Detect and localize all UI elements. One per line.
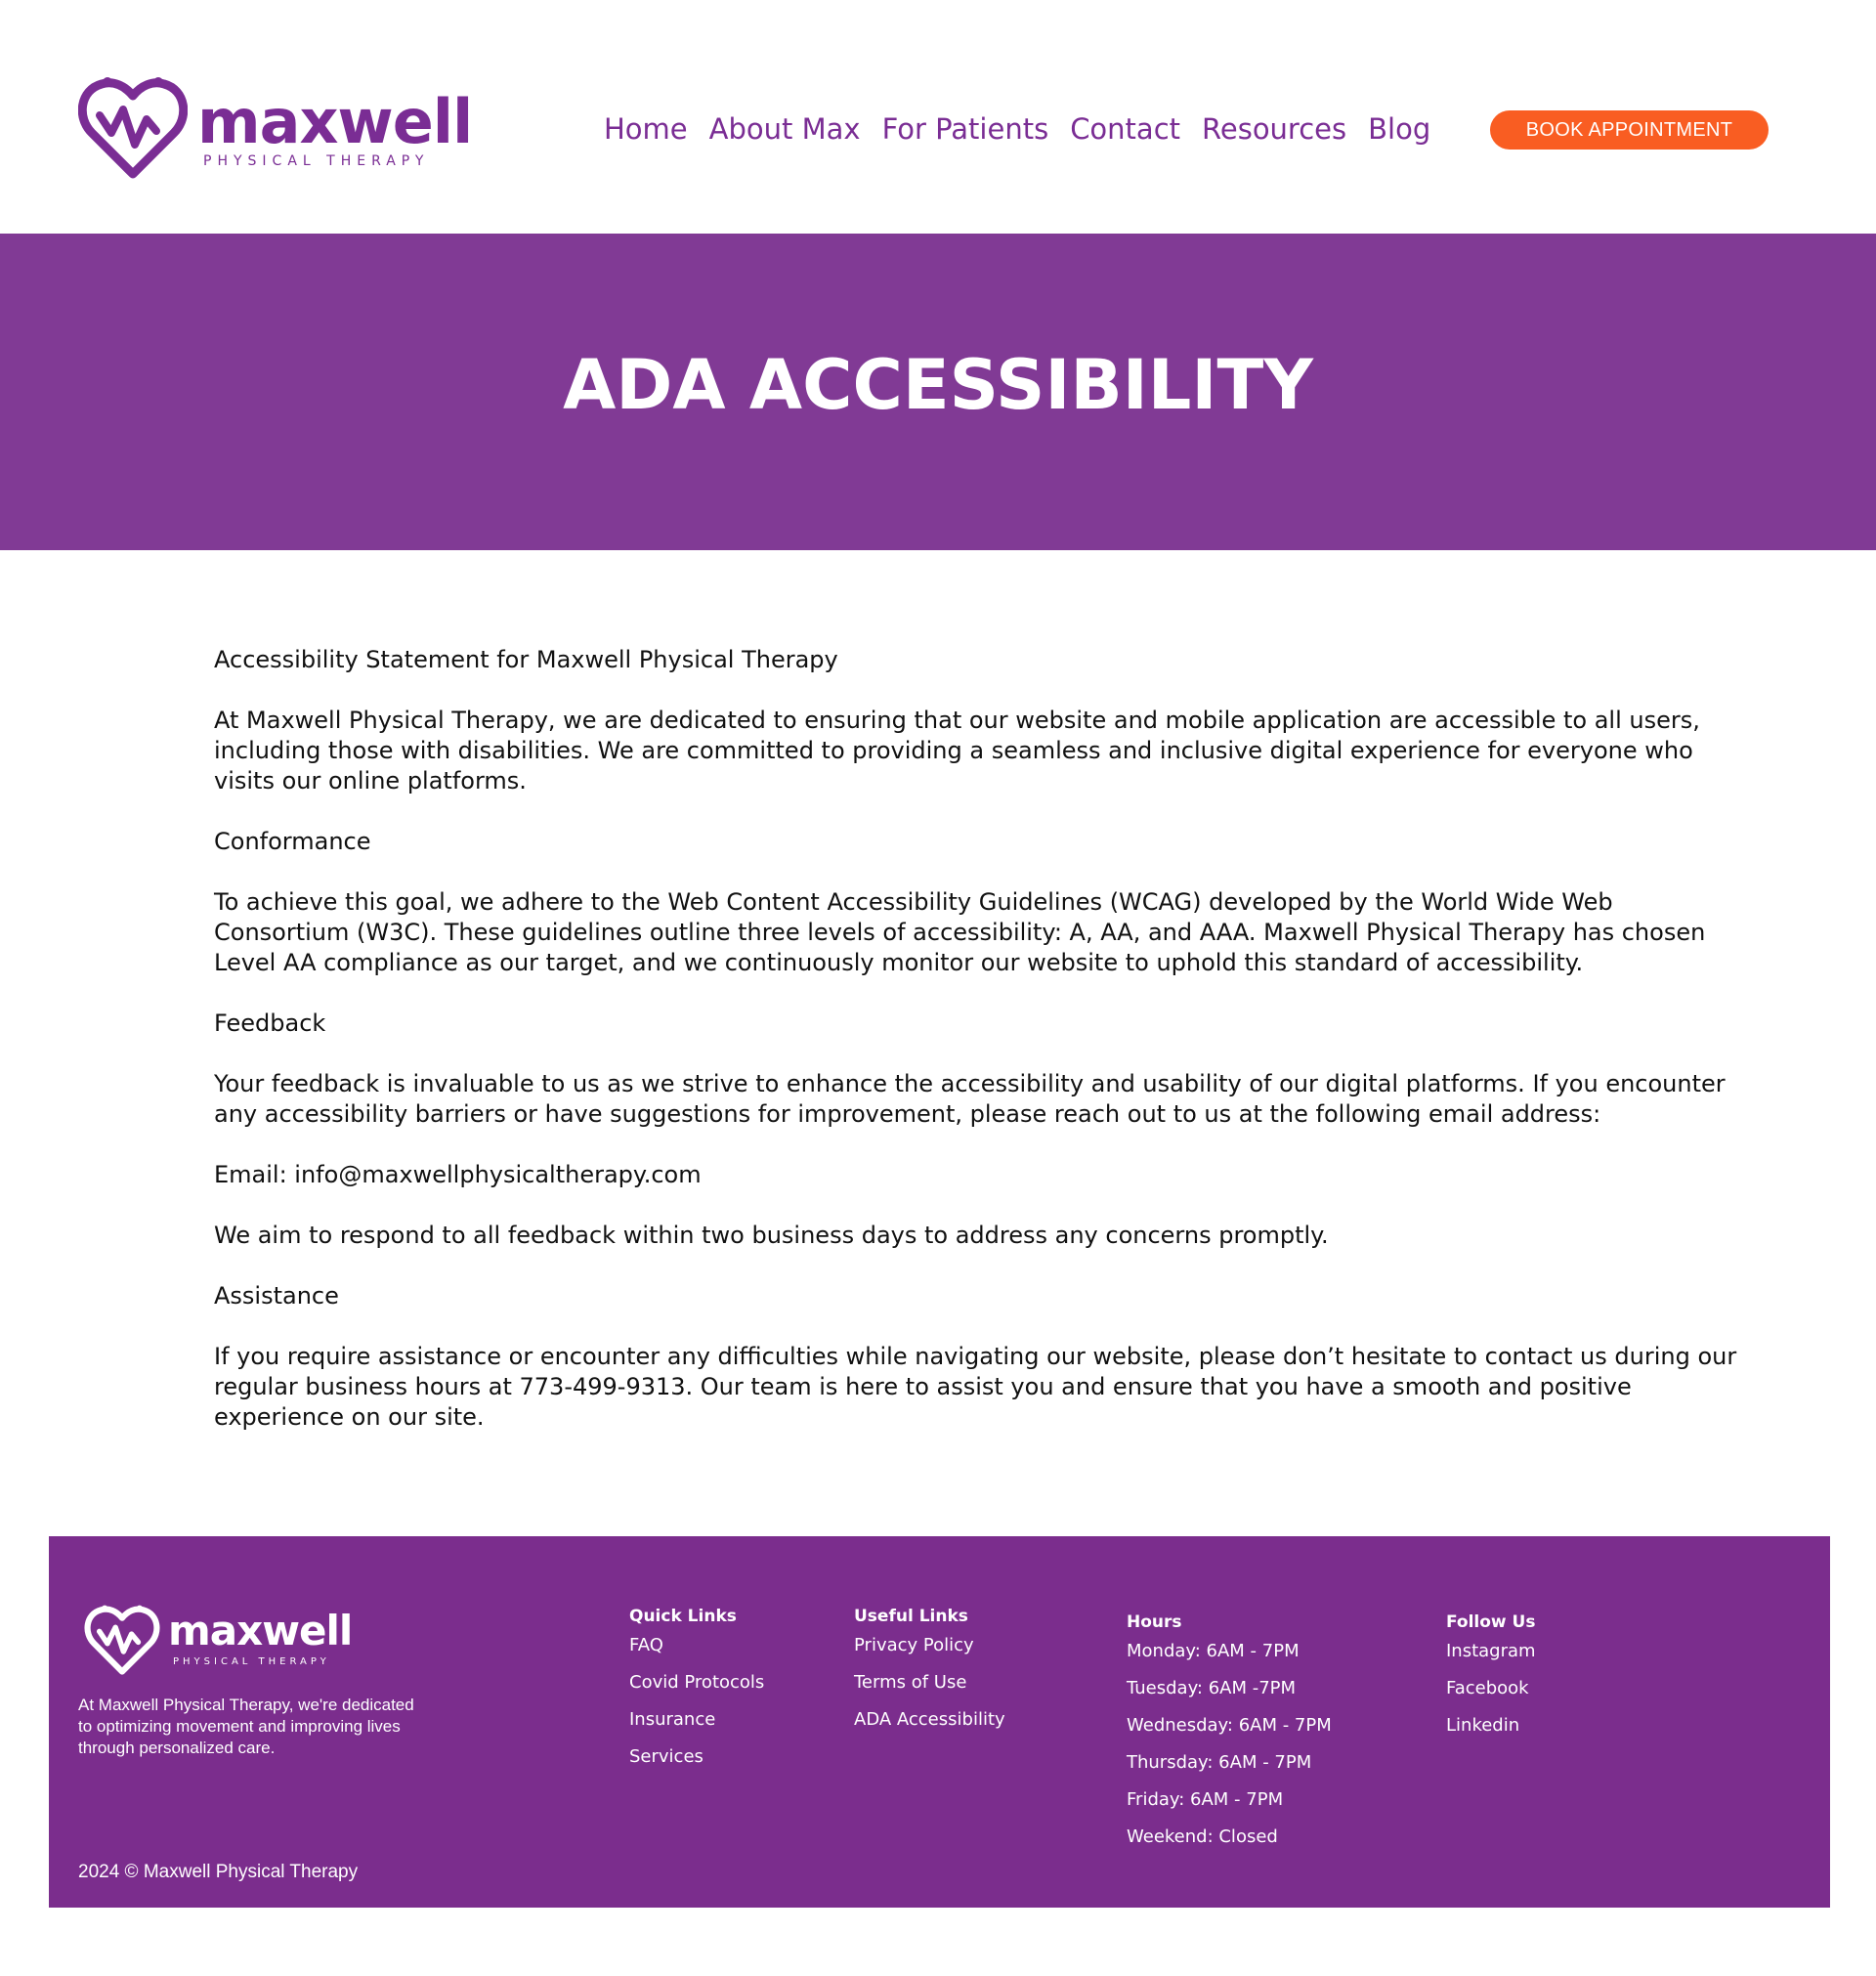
statement-intro: At Maxwell Physical Therapy, we are dedicated to ensuring that our website and mobile application are accessible to all users, including those with disabilities. We are committed to providing a seamless and inclusive digital experience for everyone who visits our online platforms. [214,707,1700,795]
nav-contact[interactable]: Contact [1070,112,1181,146]
main-nav [604,109,1452,149]
footer-link-facebook[interactable]: Facebook [1446,1678,1529,1698]
footer-link-services[interactable]: Services [629,1746,704,1767]
footer-logo-tagline: PHYSICAL THERAPY [173,1656,330,1667]
nav-blog[interactable]: Blog [1368,112,1431,146]
site-logo[interactable] [78,76,473,184]
heart-logo-icon [78,76,188,182]
feedback-email: Email: info@maxwellphysicaltherapy.com [214,1161,702,1188]
hours-monday: Monday: 6AM - 7PM [1127,1641,1300,1661]
footer-link-faq[interactable]: FAQ [629,1635,663,1655]
hero-banner [0,234,1876,550]
hours-friday: Friday: 6AM - 7PM [1127,1789,1284,1810]
footer-link-privacy-policy[interactable]: Privacy Policy [854,1635,974,1655]
feedback-response-time: We aim to respond to all feedback within two business days to address any concerns promptly. [214,1222,1329,1249]
footer-heart-logo-icon [84,1605,160,1677]
conformance-heading: Conformance [214,828,371,855]
footer-logo-wordmark: maxwell [168,1607,353,1654]
nav-about-max[interactable]: About Max [708,112,861,146]
hours-wednesday: Wednesday: 6AM - 7PM [1127,1715,1332,1736]
hours-tuesday: Tuesday: 6AM -7PM [1127,1678,1297,1698]
site-footer [49,1536,1830,1908]
book-appointment-button[interactable]: BOOK APPOINTMENT [1490,110,1769,150]
quick-links-heading: Quick Links [629,1607,737,1626]
footer-quick-links [629,1605,764,1783]
statement-heading: Accessibility Statement for Maxwell Physical Therapy [214,646,838,673]
nav-resources[interactable]: Resources [1202,112,1347,146]
hours-heading: Hours [1127,1612,1182,1632]
accessibility-statement [214,645,1738,1463]
nav-for-patients[interactable]: For Patients [881,112,1049,146]
footer-about-text: At Maxwell Physical Therapy, we're dedicated to optimizing movement and improving lives through personalized care. [78,1696,414,1757]
feedback-text: Your feedback is invaluable to us as we strive to enhance the accessibility and usability of our digital platforms. If you encounter any accessibility barriers or have suggestions for improvement, please reach out to us at the following email address: [214,1070,1726,1128]
footer-link-covid-protocols[interactable]: Covid Protocols [629,1672,765,1693]
footer-follow-us [1446,1611,1536,1751]
follow-us-heading: Follow Us [1446,1612,1536,1632]
assistance-text: If you require assistance or encounter any difficulties while navigating our website, please don’t hesitate to contact us during our regular business hours at 773-499-9313. Our team is here to assist you and ensure that you have a smooth and positive experience on our site. [214,1343,1737,1431]
footer-link-insurance[interactable]: Insurance [629,1709,716,1730]
conformance-text: To achieve this goal, we adhere to the Web Content Accessibility Guidelines (WCAG) developed by the World Wide Web Consortium (W3C). These guidelines outline three levels of accessibility: A, AA, and AAA. Maxwell Physical Therapy has chosen Level AA compliance as our target, and we continuously monitor our website to uphold this standard of accessibility. [214,888,1706,976]
hours-thursday: Thursday: 6AM - 7PM [1127,1752,1312,1773]
footer-link-linkedin[interactable]: Linkedin [1446,1715,1520,1736]
logo-tagline: PHYSICAL THERAPY [203,153,430,169]
footer-useful-links [854,1605,1005,1745]
footer-link-instagram[interactable]: Instagram [1446,1641,1536,1661]
useful-links-heading: Useful Links [854,1607,968,1626]
footer-logo[interactable] [84,1605,377,1683]
site-header [0,0,1876,234]
footer-copyright: 2024 © Maxwell Physical Therapy [78,1862,359,1882]
assistance-heading: Assistance [214,1282,339,1310]
nav-home[interactable]: Home [604,112,688,146]
feedback-heading: Feedback [214,1009,326,1037]
footer-link-ada-accessibility[interactable]: ADA Accessibility [854,1709,1005,1730]
hours-weekend: Weekend: Closed [1127,1826,1278,1847]
footer-link-terms-of-use[interactable]: Terms of Use [854,1672,967,1693]
footer-hours [1127,1611,1332,1863]
page-title: ADA ACCESSIBILITY [563,345,1313,425]
logo-wordmark: maxwell [197,86,473,157]
